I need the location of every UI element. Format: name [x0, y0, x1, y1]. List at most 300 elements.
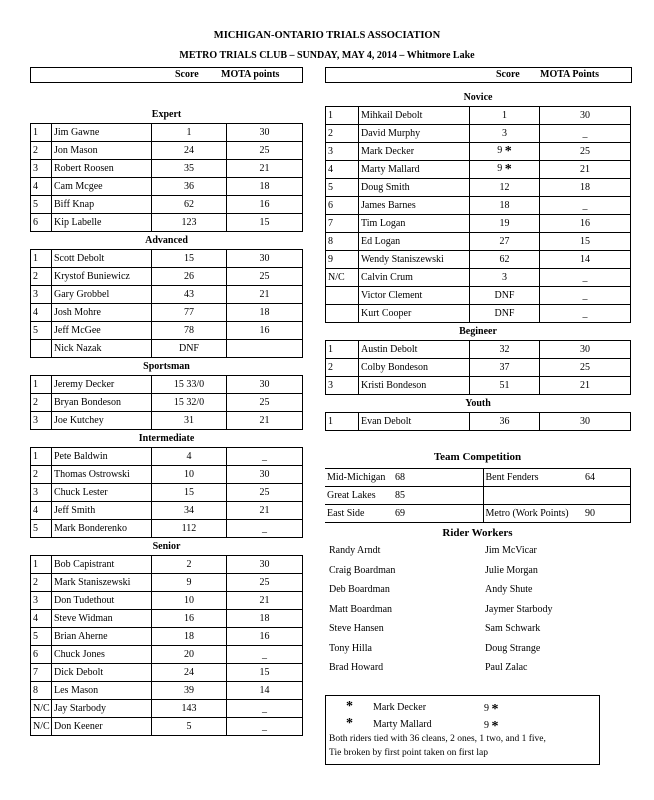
place: 4 [31, 304, 52, 322]
score: 24 [152, 142, 227, 160]
place: 6 [31, 214, 52, 232]
score: 10 [152, 466, 227, 484]
score: 3 [470, 269, 540, 287]
place: 1 [31, 448, 52, 466]
mota-points: 18 [227, 610, 303, 628]
score: 62 [152, 196, 227, 214]
mota-points: 16 [540, 215, 631, 233]
worker-name: Steve Hansen [329, 623, 384, 634]
rider-name: Calvin Crum [359, 269, 470, 287]
result-row [326, 125, 631, 143]
mota-points: 21 [227, 412, 303, 430]
mota-points: 30 [227, 124, 303, 142]
rider-name: Jay Starbody [52, 700, 152, 718]
class-heading: Novice [326, 89, 631, 107]
worker-name: Andy Shute [485, 584, 533, 595]
score: 5 [152, 718, 227, 736]
result-row [31, 394, 303, 412]
worker-name: Brad Howard [329, 662, 384, 673]
tied-rider-score: 9 * [484, 719, 499, 734]
team-score: 90 [583, 505, 630, 523]
score: 18 [152, 628, 227, 646]
rider-name: Biff Knap [52, 196, 152, 214]
right-header [325, 67, 632, 83]
place: 7 [31, 664, 52, 682]
class-heading-row [326, 395, 631, 413]
class-heading: Expert [31, 106, 303, 124]
result-row [31, 664, 303, 682]
mota-points: 30 [227, 376, 303, 394]
left-points-header: MOTA points [221, 69, 280, 80]
class-heading-row [326, 89, 631, 107]
rider-name: Austin Debolt [359, 341, 470, 359]
worker-name: Julie Morgan [485, 564, 538, 576]
mota-points: 30 [540, 413, 631, 431]
team-score: 68 [393, 469, 483, 487]
place: N/C [326, 269, 359, 287]
result-row [31, 520, 303, 538]
mota-points: 21 [540, 161, 631, 179]
team-score: 85 [393, 487, 483, 505]
class-heading: Begineer [326, 323, 631, 341]
score: DNF [470, 287, 540, 305]
score: 18 [470, 197, 540, 215]
score: 112 [152, 520, 227, 538]
result-row [31, 250, 303, 268]
place: 1 [31, 124, 52, 142]
score: 27 [470, 233, 540, 251]
worker-name: Tony Hilla [329, 642, 372, 654]
score: 37 [470, 359, 540, 377]
place: 1 [31, 250, 52, 268]
result-row [326, 287, 631, 305]
result-row [31, 502, 303, 520]
score: 24 [152, 664, 227, 682]
rider-name: Jeff McGee [52, 322, 152, 340]
place: 3 [31, 484, 52, 502]
tie-note-line2: Tie broken by first point taken on first lap [329, 748, 489, 758]
class-heading-row [31, 232, 303, 250]
place: 7 [326, 215, 359, 233]
rider-name: Mark Staniszewski [52, 574, 152, 592]
mota-points: 14 [540, 251, 631, 269]
rider-name: Tim Logan [359, 215, 470, 233]
result-row [326, 143, 631, 161]
score: 62 [470, 251, 540, 269]
place: 3 [326, 143, 359, 161]
place [31, 340, 52, 358]
team-row [325, 505, 630, 523]
result-row [31, 700, 303, 718]
mota-points: _ [227, 520, 303, 538]
score: 9 [152, 574, 227, 592]
class-heading: Sportsman [31, 358, 303, 376]
rider-name: Dick Debolt [52, 664, 152, 682]
mota-points: 25 [227, 484, 303, 502]
rider-name: Jon Mason [52, 142, 152, 160]
mota-points: 30 [227, 250, 303, 268]
score: 9 * [470, 161, 540, 179]
left-header [30, 67, 303, 83]
class-heading: Advanced [31, 232, 303, 250]
rider-name: Bob Capistrant [52, 556, 152, 574]
team-name: Bent Fenders [483, 469, 583, 487]
tie-asterisk: * [491, 702, 499, 717]
score: 15 [152, 484, 227, 502]
tied-rider-name: Marty Mallard [373, 719, 432, 730]
mota-points: 30 [227, 556, 303, 574]
result-row [31, 466, 303, 484]
result-row [326, 107, 631, 125]
mota-points: 25 [227, 394, 303, 412]
mota-points: 14 [227, 682, 303, 700]
mota-points [227, 340, 303, 358]
place: 5 [31, 322, 52, 340]
rider-name: Mark Bonderenko [52, 520, 152, 538]
mota-points: 30 [540, 341, 631, 359]
mota-points: 18 [227, 304, 303, 322]
score: DNF [470, 305, 540, 323]
class-heading: Intermediate [31, 430, 303, 448]
tied-rider-score: 9 * [484, 702, 499, 717]
worker-name: Deb Boardman [329, 584, 390, 595]
result-row [326, 413, 631, 431]
result-row [326, 215, 631, 233]
mota-points: 25 [227, 574, 303, 592]
mota-points: 25 [227, 142, 303, 160]
result-row [31, 214, 303, 232]
result-row [31, 124, 303, 142]
place: 2 [31, 268, 52, 286]
mota-points: 21 [227, 160, 303, 178]
result-row [31, 484, 303, 502]
team-title: Team Competition [433, 451, 522, 463]
mota-points: 18 [540, 179, 631, 197]
result-row [31, 610, 303, 628]
mota-points: _ [540, 287, 631, 305]
right-results-table [325, 89, 631, 431]
rider-name: Pete Baldwin [52, 448, 152, 466]
mota-points: _ [227, 718, 303, 736]
mota-points: 16 [227, 196, 303, 214]
place: 3 [31, 592, 52, 610]
score: 3 [470, 125, 540, 143]
place: 4 [31, 178, 52, 196]
rider-name: Evan Debolt [359, 413, 470, 431]
rider-name: Krystof Buniewicz [52, 268, 152, 286]
result-row [326, 359, 631, 377]
score: 32 [470, 341, 540, 359]
mota-points: 16 [227, 322, 303, 340]
result-row [31, 682, 303, 700]
rider-name: Ed Logan [359, 233, 470, 251]
rider-name: Kristi Bondeson [359, 377, 470, 395]
class-heading-row [31, 430, 303, 448]
worker-name: Randy Arndt [329, 545, 381, 556]
place: 3 [31, 160, 52, 178]
rider-name: Kurt Cooper [359, 305, 470, 323]
place: 3 [31, 412, 52, 430]
place: N/C [31, 718, 52, 736]
result-row [31, 556, 303, 574]
score: 12 [470, 179, 540, 197]
team-row [325, 469, 630, 487]
score: 15 32/0 [152, 394, 227, 412]
place: 4 [31, 610, 52, 628]
team-name: Great Lakes [325, 487, 393, 505]
place: 8 [31, 682, 52, 700]
place: 8 [326, 233, 359, 251]
team-row [325, 487, 630, 505]
place: 5 [31, 520, 52, 538]
document-subtitle: METRO TRIALS CLUB – SUNDAY, MAY 4, 2014 – Whitmore Lake [179, 50, 475, 61]
place: 2 [31, 574, 52, 592]
result-row [326, 269, 631, 287]
team-name: East Side [325, 505, 393, 523]
rider-name: Jeff Smith [52, 502, 152, 520]
place: 3 [326, 377, 359, 395]
score: 26 [152, 268, 227, 286]
result-row [326, 161, 631, 179]
class-heading-row [326, 323, 631, 341]
place [326, 287, 359, 305]
left-score-header: Score [175, 69, 199, 80]
rider-name: Victor Clement [359, 287, 470, 305]
place: 1 [326, 107, 359, 125]
rider-name: Colby Bondeson [359, 359, 470, 377]
team-score [583, 487, 630, 505]
tie-note-line1: Both riders tied with 36 cleans, 2 ones, 1 two, and 1 five, [329, 734, 546, 744]
result-row [326, 341, 631, 359]
tie-note-box [325, 695, 600, 765]
result-row [326, 377, 631, 395]
rider-name: Scott Debolt [52, 250, 152, 268]
mota-points: _ [227, 646, 303, 664]
score: 2 [152, 556, 227, 574]
result-row [31, 574, 303, 592]
mota-points: _ [540, 269, 631, 287]
rider-name: Brian Aherne [52, 628, 152, 646]
score: 19 [470, 215, 540, 233]
result-row [31, 412, 303, 430]
rider-name: Jim Gawne [52, 124, 152, 142]
worker-name: Paul Zalac [485, 662, 528, 673]
tie-asterisk: * [346, 699, 353, 714]
mota-points: 21 [227, 502, 303, 520]
result-row [31, 376, 303, 394]
mota-points: 15 [227, 664, 303, 682]
mota-points: 21 [227, 592, 303, 610]
place: 6 [326, 197, 359, 215]
rider-name: Bryan Bondeson [52, 394, 152, 412]
score: 123 [152, 214, 227, 232]
rider-name: Les Mason [52, 682, 152, 700]
mota-points: 16 [227, 628, 303, 646]
worker-name: Matt Boardman [329, 603, 393, 615]
worker-name: Jim McVicar [485, 545, 537, 556]
mota-points: 18 [227, 178, 303, 196]
team-name: Mid-Michigan [325, 469, 393, 487]
worker-name: Craig Boardman [329, 564, 396, 576]
mota-points: _ [227, 448, 303, 466]
rider-name: James Barnes [359, 197, 470, 215]
result-row [326, 179, 631, 197]
place: 4 [31, 502, 52, 520]
result-row [31, 646, 303, 664]
mota-points: 21 [227, 286, 303, 304]
score: 1 [470, 107, 540, 125]
result-row [31, 304, 303, 322]
mota-points: 30 [227, 466, 303, 484]
place: N/C [31, 700, 52, 718]
score: 20 [152, 646, 227, 664]
result-row [31, 592, 303, 610]
place: 1 [326, 341, 359, 359]
rider-name: Mark Decker [359, 143, 470, 161]
place [326, 305, 359, 323]
score: 77 [152, 304, 227, 322]
rider-name: Chuck Jones [52, 646, 152, 664]
result-row [31, 160, 303, 178]
mota-points: 25 [540, 359, 631, 377]
class-heading: Senior [31, 538, 303, 556]
class-heading: Youth [326, 395, 631, 413]
class-heading-row [31, 358, 303, 376]
mota-points: 30 [540, 107, 631, 125]
result-row [31, 322, 303, 340]
result-row [31, 718, 303, 736]
result-row [31, 268, 303, 286]
rider-name: Kip Labelle [52, 214, 152, 232]
rider-name: Gary Grobbel [52, 286, 152, 304]
place: 5 [31, 196, 52, 214]
score: 35 [152, 160, 227, 178]
mota-points: _ [540, 197, 631, 215]
place: 2 [31, 394, 52, 412]
tie-asterisk: * [346, 716, 353, 731]
result-row [326, 197, 631, 215]
mota-points: 21 [540, 377, 631, 395]
place: 5 [326, 179, 359, 197]
rider-name: Marty Mallard [359, 161, 470, 179]
rider-name: Joe Kutchey [52, 412, 152, 430]
score: 10 [152, 592, 227, 610]
place: 1 [31, 556, 52, 574]
score: 39 [152, 682, 227, 700]
score: 34 [152, 502, 227, 520]
rider-name: Don Keener [52, 718, 152, 736]
team-name [483, 487, 583, 505]
score: 36 [152, 178, 227, 196]
result-row [31, 448, 303, 466]
place: 6 [31, 646, 52, 664]
place: 1 [31, 376, 52, 394]
mota-points: _ [540, 305, 631, 323]
result-row [31, 196, 303, 214]
mota-points: 15 [540, 233, 631, 251]
place: 4 [326, 161, 359, 179]
score: 143 [152, 700, 227, 718]
team-score: 64 [583, 469, 630, 487]
place: 1 [326, 413, 359, 431]
team-name: Metro (Work Points) [483, 505, 583, 523]
document-title: MICHIGAN-ONTARIO TRIALS ASSOCIATION [213, 30, 441, 41]
tie-asterisk: * [504, 162, 512, 177]
left-results-table [30, 106, 303, 736]
rider-name: Mihkail Debolt [359, 107, 470, 125]
score: 4 [152, 448, 227, 466]
rider-name: Chuck Lester [52, 484, 152, 502]
mota-points: _ [227, 700, 303, 718]
right-score-header: Score [496, 69, 520, 80]
mota-points: 25 [540, 143, 631, 161]
place: 3 [31, 286, 52, 304]
score: 36 [470, 413, 540, 431]
rider-name: Wendy Staniszewski [359, 251, 470, 269]
place: 2 [31, 142, 52, 160]
worker-name: Doug Strange [485, 642, 541, 654]
class-heading-row [31, 106, 303, 124]
score: 1 [152, 124, 227, 142]
rider-name: Nick Nazak [52, 340, 152, 358]
rider-name: Jeremy Decker [52, 376, 152, 394]
result-row [31, 628, 303, 646]
mota-points: _ [540, 125, 631, 143]
score: 9 * [470, 143, 540, 161]
tie-asterisk: * [491, 719, 499, 734]
place: 2 [326, 125, 359, 143]
class-heading-row [31, 538, 303, 556]
score: 31 [152, 412, 227, 430]
rider-name: Doug Smith [359, 179, 470, 197]
rider-name: Robert Roosen [52, 160, 152, 178]
workers-title: Rider Workers [442, 527, 513, 539]
score: 15 33/0 [152, 376, 227, 394]
place: 2 [326, 359, 359, 377]
worker-name: Sam Schwark [485, 623, 541, 634]
score: 15 [152, 250, 227, 268]
score: 16 [152, 610, 227, 628]
result-row [326, 233, 631, 251]
score: 78 [152, 322, 227, 340]
rider-name: Don Tudethout [52, 592, 152, 610]
rider-name: David Murphy [359, 125, 470, 143]
result-row [326, 251, 631, 269]
result-row [326, 305, 631, 323]
rider-name: Cam Mcgee [52, 178, 152, 196]
place: 2 [31, 466, 52, 484]
rider-name: Josh Mohre [52, 304, 152, 322]
team-score: 69 [393, 505, 483, 523]
mota-points: 15 [227, 214, 303, 232]
score: DNF [152, 340, 227, 358]
score: 43 [152, 286, 227, 304]
rider-name: Thomas Ostrowski [52, 466, 152, 484]
tie-asterisk: * [504, 144, 512, 159]
tied-rider-name: Mark Decker [373, 702, 427, 713]
result-row [31, 286, 303, 304]
place: 5 [31, 628, 52, 646]
right-points-header: MOTA Points [540, 69, 599, 80]
worker-name: Jaymer Starbody [485, 603, 553, 615]
mota-points: 25 [227, 268, 303, 286]
result-row [31, 142, 303, 160]
score: 51 [470, 377, 540, 395]
place: 9 [326, 251, 359, 269]
result-row [31, 340, 303, 358]
rider-name: Steve Widman [52, 610, 152, 628]
team-table [325, 468, 631, 523]
